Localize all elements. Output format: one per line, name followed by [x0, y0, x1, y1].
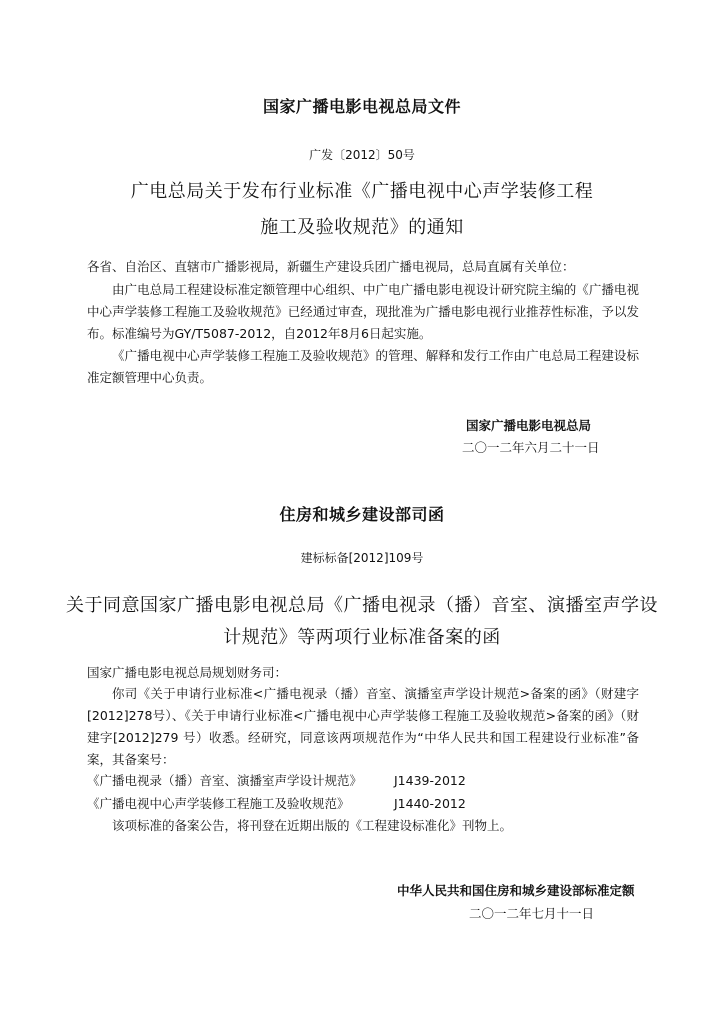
doc2-title-line2: 计规范》等两项行业标准备案的函: [223, 627, 501, 648]
doc1-paragraph-2: 《广播电视中心声学装修工程施工及验收规范》的管理、解释和发行工作由广电总局工程建设标准定额管理中心负责。: [87, 348, 639, 385]
doc2-item-2-name: 《广播电视中心声学装修工程施工及验收规范》: [87, 796, 350, 811]
doc2-doc-number: 建标标备[2012]109号: [300, 551, 424, 565]
doc2-addressee: 国家广播电影电视总局规划财务司：: [87, 665, 288, 680]
doc2-item-1-code: J1439-2012: [394, 773, 466, 788]
doc2-title-line1: 关于同意国家广播电影电视总局《广播电视录（播）音室、演播室声学设: [66, 595, 658, 616]
doc1-title-line2: 施工及验收规范》的通知: [260, 217, 464, 238]
doc2-paragraph-1: 你司《关于申请行业标准<广播电视录（播）音室、演播室声学设计规范>备案的函》（财建字[2012]278号）、《关于申请行业标准<广播电视中心声学装修工程施工及验收规范>备案的函》（财建字[2012]279 号）收悉。经研究，同意该两项规范作为“中华人民共和国工程建设行业标准”备案，其备案号：: [87, 686, 639, 767]
doc1-signature: 国家广播电影电视总局: [466, 418, 592, 433]
doc2-item-2-code: J1440-2012: [394, 796, 466, 811]
doc1-addressee: 各省、自治区、直辖市广播影视局，新疆生产建设兵团广播电视局，总局直属有关单位：: [87, 259, 575, 274]
doc1-doc-number: 广发〔2012〕50号: [309, 148, 415, 162]
doc1-date: 二〇一二年六月二十一日: [462, 440, 600, 455]
doc1-header: 国家广播电影电视总局文件: [262, 97, 461, 116]
doc1-title-line1: 广电总局关于发布行业标准《广播电视中心声学装修工程: [130, 181, 594, 202]
doc2-header: 住房和城乡建设部司函: [279, 505, 445, 524]
doc2-date: 二〇一二年七月十一日: [469, 906, 595, 921]
doc1-paragraph-1: 由广电总局工程建设标准定额管理中心组织、中广电广播电影电视设计研究院主编的《广播电视中心声学装修工程施工及验收规范》已经通过审查，现批准为广播电影电视行业推荐性标准，予以发布。标准编号为GY/T5087-2012，自2012年8月6日起实施。: [87, 282, 639, 341]
doc2-signature: 中华人民共和国住房和城乡建设部标准定额: [397, 883, 635, 898]
doc2-paragraph-2: 该项标准的备案公告，将刊登在近期出版的《工程建设标准化》刊物上。: [112, 818, 513, 833]
doc2-item-1-name: 《广播电视录（播）音室、演播室声学设计规范》: [87, 773, 363, 788]
